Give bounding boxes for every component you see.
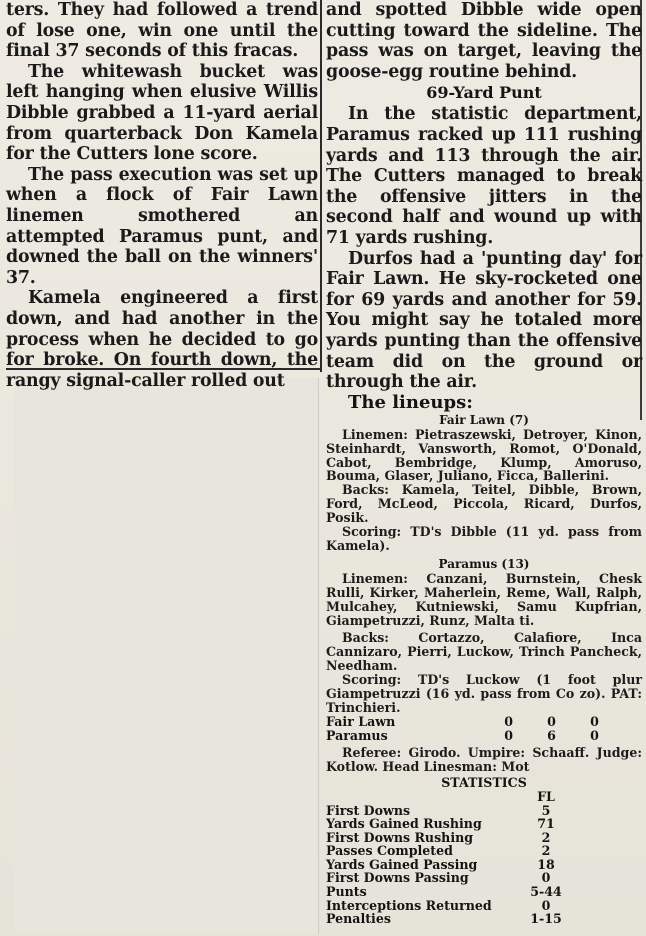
column-divider <box>320 0 322 372</box>
stat-value: 0 <box>541 870 551 886</box>
article-paragraph: Durfos had a 'punting day' for Fair Lawn. He sky-rocketed one for 69 yards and another for 59. You might say he totaled more yards punting than the offensive team did on the ground or through the air. <box>326 248 642 393</box>
table-row <box>326 715 616 729</box>
article-paragraph: In the statistic department, Paramus racked up 111 rushing yards and 113 through the air. The Cutters managed to break the offensive jitters in the second half and wound up with 71 yards rushing. <box>326 104 642 248</box>
stat-value: 0 <box>541 897 551 913</box>
table-row <box>326 817 626 831</box>
paramus-scoring: Scoring: TD's Luckow (1 foot plur Giampetruzzi (16 yd. pass from Co zo). PAT: Trinchieri. <box>326 672 642 715</box>
stat-label: Interceptions Returned <box>326 897 492 913</box>
team-heading-fair-lawn: Fair Lawn (7) <box>439 412 529 427</box>
lineups-heading: The lineups: <box>348 391 473 413</box>
stat-value: 1-15 <box>530 911 562 927</box>
stat-label: Yards Gained Rushing <box>326 816 482 832</box>
score-table <box>326 715 616 742</box>
table-row <box>326 858 626 872</box>
stat-value: 2 <box>541 829 551 845</box>
officials-line: Referee: Girodo. Umpire: Schaaff. Judge: Kotlow. Head Linesman: Mot <box>326 745 642 774</box>
fair-lawn-backs: Backs: Kamela, Teitel, Dibble, Brown, Ford, McLeod, Piccola, Ricard, Durfos, Posik. <box>326 482 642 526</box>
stat-label: Penalties <box>326 911 391 927</box>
stat-label: First Downs Passing <box>326 870 469 886</box>
paramus-linemen: Linemen: Canzani, Burnstein, Chesk Rulli, Kirker, Maherlein, Reme, Wall, Ralph, Mulcahey, Kutniewski, Samu Kupfrian, Giampetruzzi, Runz, Malta ti. <box>326 570 642 628</box>
article-paragraph: The pass execution was set up when a flock of Fair Lawn linemen smothered an attempted Paramus punt, and downed the ball on the winners' 37. <box>6 164 318 288</box>
score-cell: 0 <box>590 713 599 729</box>
article-paragraph: and spotted Dibble wide open cutting toward the sideline. The pass was on target, leaving the goose-egg routine behind. <box>326 0 642 82</box>
stat-value: 5 <box>541 802 551 818</box>
score-cell: 0 <box>590 727 599 743</box>
blank-clipping-area <box>14 378 319 934</box>
stat-value: 2 <box>541 843 551 859</box>
table-row <box>326 804 626 818</box>
score-team: Fair Lawn <box>326 713 396 729</box>
left-column <box>6 0 318 391</box>
table-row <box>326 831 626 845</box>
article-paragraph: ters. They had followed a trend of lose one, win one until the final 37 seconds of this fracas. <box>6 0 318 62</box>
table-row <box>326 790 626 804</box>
section-subhead: 69-Yard Punt <box>426 83 542 103</box>
table-row <box>326 871 626 885</box>
score-team: Paramus <box>326 727 388 743</box>
statistics-heading: STATISTICS <box>441 774 527 790</box>
score-cell: 0 <box>547 713 556 729</box>
fair-lawn-scoring: Scoring: TD's Dibble (11 yd. pass from Kamela). <box>326 524 642 553</box>
team-heading-paramus: Paramus (13) <box>438 556 530 571</box>
table-row <box>326 885 626 899</box>
stat-label: Yards Gained Passing <box>326 856 478 872</box>
table-row <box>326 912 626 926</box>
stat-label: First Downs Rushing <box>326 829 474 845</box>
paramus-backs: Backs: Cortazzo, Calafiore, Inca Cannizaro, Pierri, Luckow, Trinch Pancheck, Needham. <box>326 630 642 674</box>
table-row <box>326 899 626 913</box>
stat-value: 18 <box>537 856 555 872</box>
table-row <box>326 844 626 858</box>
stat-label: Punts <box>326 884 367 900</box>
stat-value: 5-44 <box>530 884 562 900</box>
statistics-table <box>326 790 626 926</box>
score-cell: 0 <box>504 713 513 729</box>
article-paragraph: Kamela engineered a first down, and had another in the process when he decided to go for broke. On fourth down, the rangy signal-caller rolled out <box>6 288 318 391</box>
table-row <box>326 729 616 743</box>
article-paragraph: The whitewash bucket was left hanging when elusive Willis Dibble grabbed a 11-yard aerial from quarterback Don Kamela for the Cutters lone score. <box>6 61 318 165</box>
stat-label: Passes Completed <box>326 843 453 859</box>
fair-lawn-linemen: Linemen: Pietraszewski, Detroyer, Kinon, Steinhardt, Vansworth, Romot, O'Donald, Cabot, Bembridge, Klump, Amoruso, Bouma, Glaser, Juliano, Ficca, Ballerini. <box>326 426 642 484</box>
stat-value: 71 <box>537 816 555 832</box>
score-cell: 0 <box>504 727 513 743</box>
stat-label: First Downs <box>326 802 411 818</box>
right-column <box>326 0 642 926</box>
score-cell: 6 <box>547 727 556 743</box>
stats-column-header: FL <box>537 788 555 804</box>
